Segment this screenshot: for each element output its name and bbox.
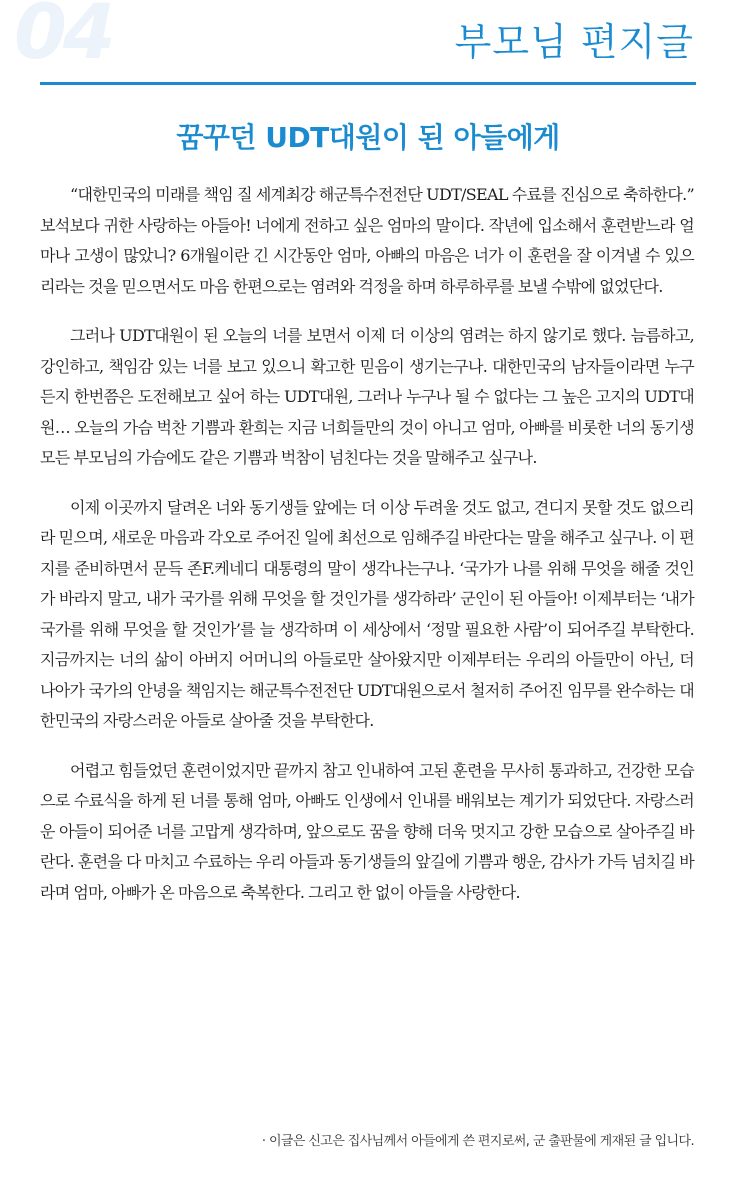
letter-title: 꿈꾸던 UDT대원이 된 아들에게 (176, 121, 560, 154)
paragraph: 그러나 UDT대원이 된 오늘의 너를 보면서 이제 더 이상의 염려는 하지 않기로 했다. 늠름하고, 강인하고, 책임감 있는 너를 보고 있으니 확고한 믿음이 생기는구나. 대한민국의 남자들이라면 누구든지 한번쯤은 도전해보고 싶어 하는 UDT대원, 그러나 누구나 될 수 없다는 그 높은 고지의 UDT대원… 오늘의 가슴 벅찬 기쁨과 환희는 지금 너희들만의 것이 아니고 엄마, 아빠를 비롯한 너의 동기생 모든 부모님의 가슴에도 같은 기쁨과 벅참이 넘친다는 것을 말해주고 싶구나. (40, 326, 694, 467)
paragraph: 어렵고 힘들었던 훈련이었지만 끝까지 참고 인내하여 고된 훈련을 무사히 통과하고, 건강한 모습으로 수료식을 하게 된 너를 통해 엄마, 아빠도 인생에서 인내를 배워보는 계기가 되었단다. 자랑스러운 아들이 되어준 너를 고맙게 생각하며, 앞으로도 꿈을 향해 더욱 멋지고 강한 모습으로 살아주길 바란다. 훈련을 다 마치고 수료하는 우리 아들과 동기생들의 앞길에 기쁨과 행운, 감사가 가득 넘치길 바라며 엄마, 아빠가 온 마음으로 축복한다. 그리고 한 없이 아들을 사랑한다. (40, 760, 694, 902)
page-number: 04 (14, 0, 112, 76)
paragraph: “대한민국의 미래를 책임 질 세계최강 해군특수전전단 UDT/SEAL 수료를 진심으로 축하한다.” 보석보다 귀한 사랑하는 아들아! 너에게 전하고 싶은 엄마의 말이다. 작년에 입소해서 훈련받느라 얼마나 고생이 많았니? 6개월이란 긴 시간동안 엄마, 아빠의 마음은 너가 이 훈련을 잘 이겨낼 수 있으리라는 것을 믿으면서도 마음 한편으로는 염려와 걱정을 하며 하루하루를 보낼 수밖에 없었단다. (40, 185, 694, 296)
source-footnote: · 이글은 신고은 집사님께서 아들에게 쓴 편지로써, 군 출판물에 게재된 글 입니다. (261, 1134, 694, 1149)
paragraph: 이제 이곳까지 달려온 너와 동기생들 앞에는 더 이상 두려울 것도 없고, 견디지 못할 것도 없으리라 믿으며, 새로운 마음과 각오로 주어진 일에 최선으로 임해주길 바란다는 말을 해주고 싶구나. 이 편지를 준비하면서 문득 존F.케네디 대통령의 말이 생각나는구나. ‘국가가 나를 위해 무엇을 해줄 것인가 바라지 말고, 내가 국가를 위해 무엇을 할 것인가를 생각하라’ 군인이 된 아들아! 이제부터는 ‘내가 국가를 위해 무엇을 할 것인가’를 늘 생각하며 이 세상에서 ‘정말 필요한 사람’이 되어주길 부탁한다. 지금까지는 너의 삶이 아버지 어머니의 아들로만 살아왔지만 이제부터는 우리의 아들만이 아닌, 더 나아가 국가의 안녕을 책임지는 해군특수전전단 UDT대원으로서 철저히 주어진 임무를 완수하는 대한민국의 자랑스러운 아들로 살아줄 것을 부탁한다. (40, 497, 694, 730)
header-divider (40, 82, 696, 85)
section-title: 부모님 편지글 (454, 20, 694, 64)
letter-body (40, 180, 694, 927)
